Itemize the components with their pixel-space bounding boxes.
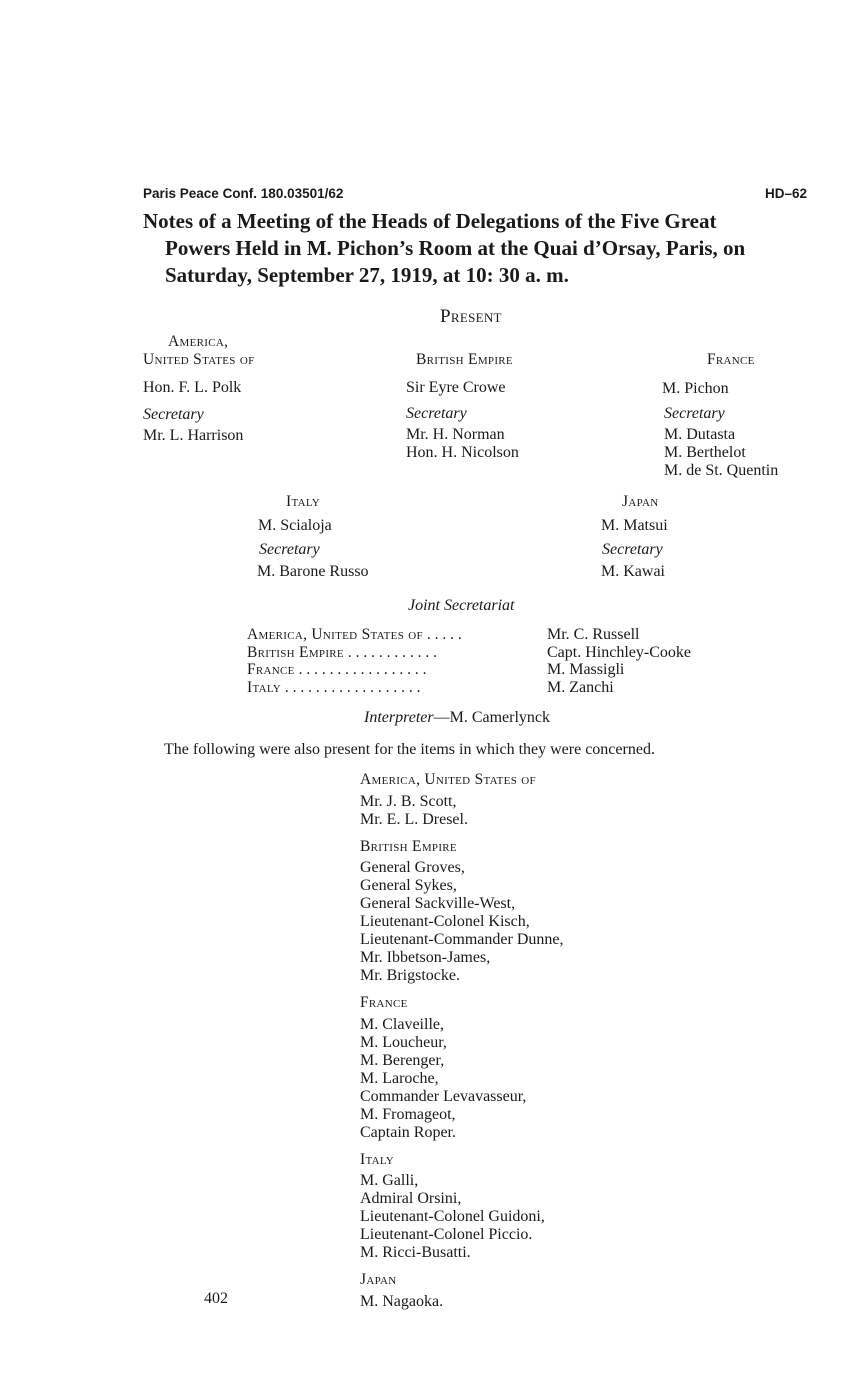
group-names (360, 1293, 564, 1311)
attendee: Mr. Ibbetson-James, (360, 949, 491, 966)
attendee: General Sackville-West, (360, 895, 516, 912)
france-secretary: M. Dutasta (664, 426, 736, 443)
attendee: Lieutenant-Colonel Guidoni, (360, 1208, 545, 1225)
italy-secretary-label: Secretary (259, 541, 320, 558)
attendee: M. Berenger, (360, 1051, 445, 1069)
italy-label: Italy (286, 493, 321, 510)
italy-secretary: M. Barone Russo (257, 563, 369, 580)
attendee: Mr. E. L. Dresel. (360, 810, 468, 828)
group-america (360, 771, 564, 829)
france-label: France (707, 351, 755, 368)
america-label-line-1: America, (168, 333, 229, 350)
attendee: General Groves, (360, 859, 465, 876)
title-line-3: Saturday, September 27, 1919, at 10: 30 a. m. (165, 263, 569, 287)
british-head: Sir Eyre Crowe (406, 379, 506, 396)
group-label: America, United States of (360, 771, 536, 788)
attendee: M. Loucheur, (360, 1033, 447, 1051)
attendee: Mr. Brigstocke. (360, 967, 460, 984)
attendee: Lieutenant-Colonel Piccio. (360, 1226, 533, 1243)
japan-label: Japan (622, 493, 659, 510)
japan-secretary: M. Kawai (601, 563, 665, 580)
also-present-intro: The following were also present for the items in which they were concerned. (164, 741, 655, 758)
joint-secretariat-row (247, 626, 767, 644)
british-label: British Empire (416, 351, 513, 368)
joint-row-name: Capt. Hinchley-Cooke (547, 643, 691, 661)
attendee: M. Laroche, (360, 1069, 439, 1087)
france-secretary-label: Secretary (664, 405, 725, 422)
group-names (360, 1172, 564, 1262)
france-secretary: M. Berthelot (664, 444, 746, 461)
joint-row-country: America, United States of (247, 626, 423, 643)
group-british (360, 838, 564, 986)
america-head: Hon. F. L. Polk (143, 379, 242, 396)
group-names (360, 859, 564, 985)
joint-row-name: M. Massigli (547, 661, 625, 678)
attendee: Captain Roper. (360, 1123, 456, 1141)
joint-row-country: British Empire (247, 643, 344, 661)
attendee: M. Ricci-Busatti. (360, 1244, 471, 1261)
group-label: British Empire (360, 837, 457, 855)
italy-head: M. Scialoja (258, 517, 332, 534)
america-secretary: Mr. L. Harrison (143, 427, 244, 444)
japan-secretary-label: Secretary (602, 541, 663, 558)
france-secretary: M. de St. Quentin (664, 462, 779, 479)
document-code: HD–62 (765, 186, 808, 201)
joint-secretariat-heading: Joint Secretariat (408, 597, 515, 614)
attendee: Admiral Orsini, (360, 1190, 462, 1207)
british-secretary: Hon. H. Nicolson (406, 444, 519, 461)
page-number: 402 (204, 1290, 228, 1307)
interpreter-name: —M. Camerlynck (433, 709, 551, 726)
joint-row-country: France (247, 661, 295, 678)
attendee: General Sykes, (360, 877, 457, 894)
group-label: Japan (360, 1271, 397, 1288)
japan-secretaries (601, 563, 665, 581)
british-secretary: Mr. H. Norman (406, 426, 505, 443)
joint-row-leader: . . . . . . . . . . . . . . . . . (294, 661, 427, 678)
group-label: France (360, 994, 408, 1011)
attendee: M. Fromageot, (360, 1105, 456, 1123)
group-italy (360, 1151, 564, 1263)
title-line-1: Notes of a Meeting of the Heads of Delegations of the Five Great (143, 209, 717, 233)
title-line-2: Powers Held in M. Pichon’s Room at the Quai d’Orsay, Paris, on (165, 236, 746, 260)
also-present-groups (360, 771, 564, 1311)
group-names (360, 793, 564, 829)
america-secretary-label: Secretary (143, 406, 204, 423)
attendee: Lieutenant-Colonel Kisch, (360, 913, 530, 930)
joint-secretariat-table (247, 626, 767, 696)
group-japan (360, 1271, 564, 1311)
italy-secretaries (257, 563, 369, 581)
france-secretaries (664, 426, 778, 480)
attendee: M. Galli, (360, 1172, 419, 1189)
file-reference: Paris Peace Conf. 180.03501/62 (143, 186, 344, 201)
joint-secretariat-row (247, 644, 767, 662)
joint-row-leader: . . . . . . . . . . . . (343, 643, 437, 661)
france-head: M. Pichon (662, 380, 729, 397)
america-label-line-2: United States of (143, 351, 255, 368)
british-secretary-label: Secretary (406, 405, 467, 422)
present-heading: Present (440, 306, 502, 327)
joint-row-country: Italy (247, 678, 282, 696)
joint-row-leader: . . . . . (422, 626, 462, 643)
interpreter-label: Interpreter (364, 709, 434, 726)
joint-row-name: M. Zanchi (547, 678, 614, 696)
group-france (360, 994, 564, 1142)
attendee: M. Nagaoka. (360, 1292, 444, 1310)
america-secretaries (143, 427, 243, 445)
attendee: Lieutenant-Commander Dunne, (360, 931, 564, 948)
attendee: Commander Levavasseur, (360, 1087, 527, 1105)
joint-row-name: Mr. C. Russell (547, 626, 640, 643)
joint-secretariat-row (247, 679, 767, 697)
attendee: Mr. J. B. Scott, (360, 792, 457, 810)
british-secretaries (406, 426, 519, 462)
joint-row-leader: . . . . . . . . . . . . . . . . . . (281, 678, 421, 696)
joint-secretariat-row (247, 661, 767, 679)
attendee: M. Claveille, (360, 1015, 444, 1033)
group-label: Italy (360, 1150, 395, 1168)
interpreter-line (364, 709, 550, 727)
group-names (360, 1016, 564, 1142)
japan-head: M. Matsui (601, 517, 668, 534)
